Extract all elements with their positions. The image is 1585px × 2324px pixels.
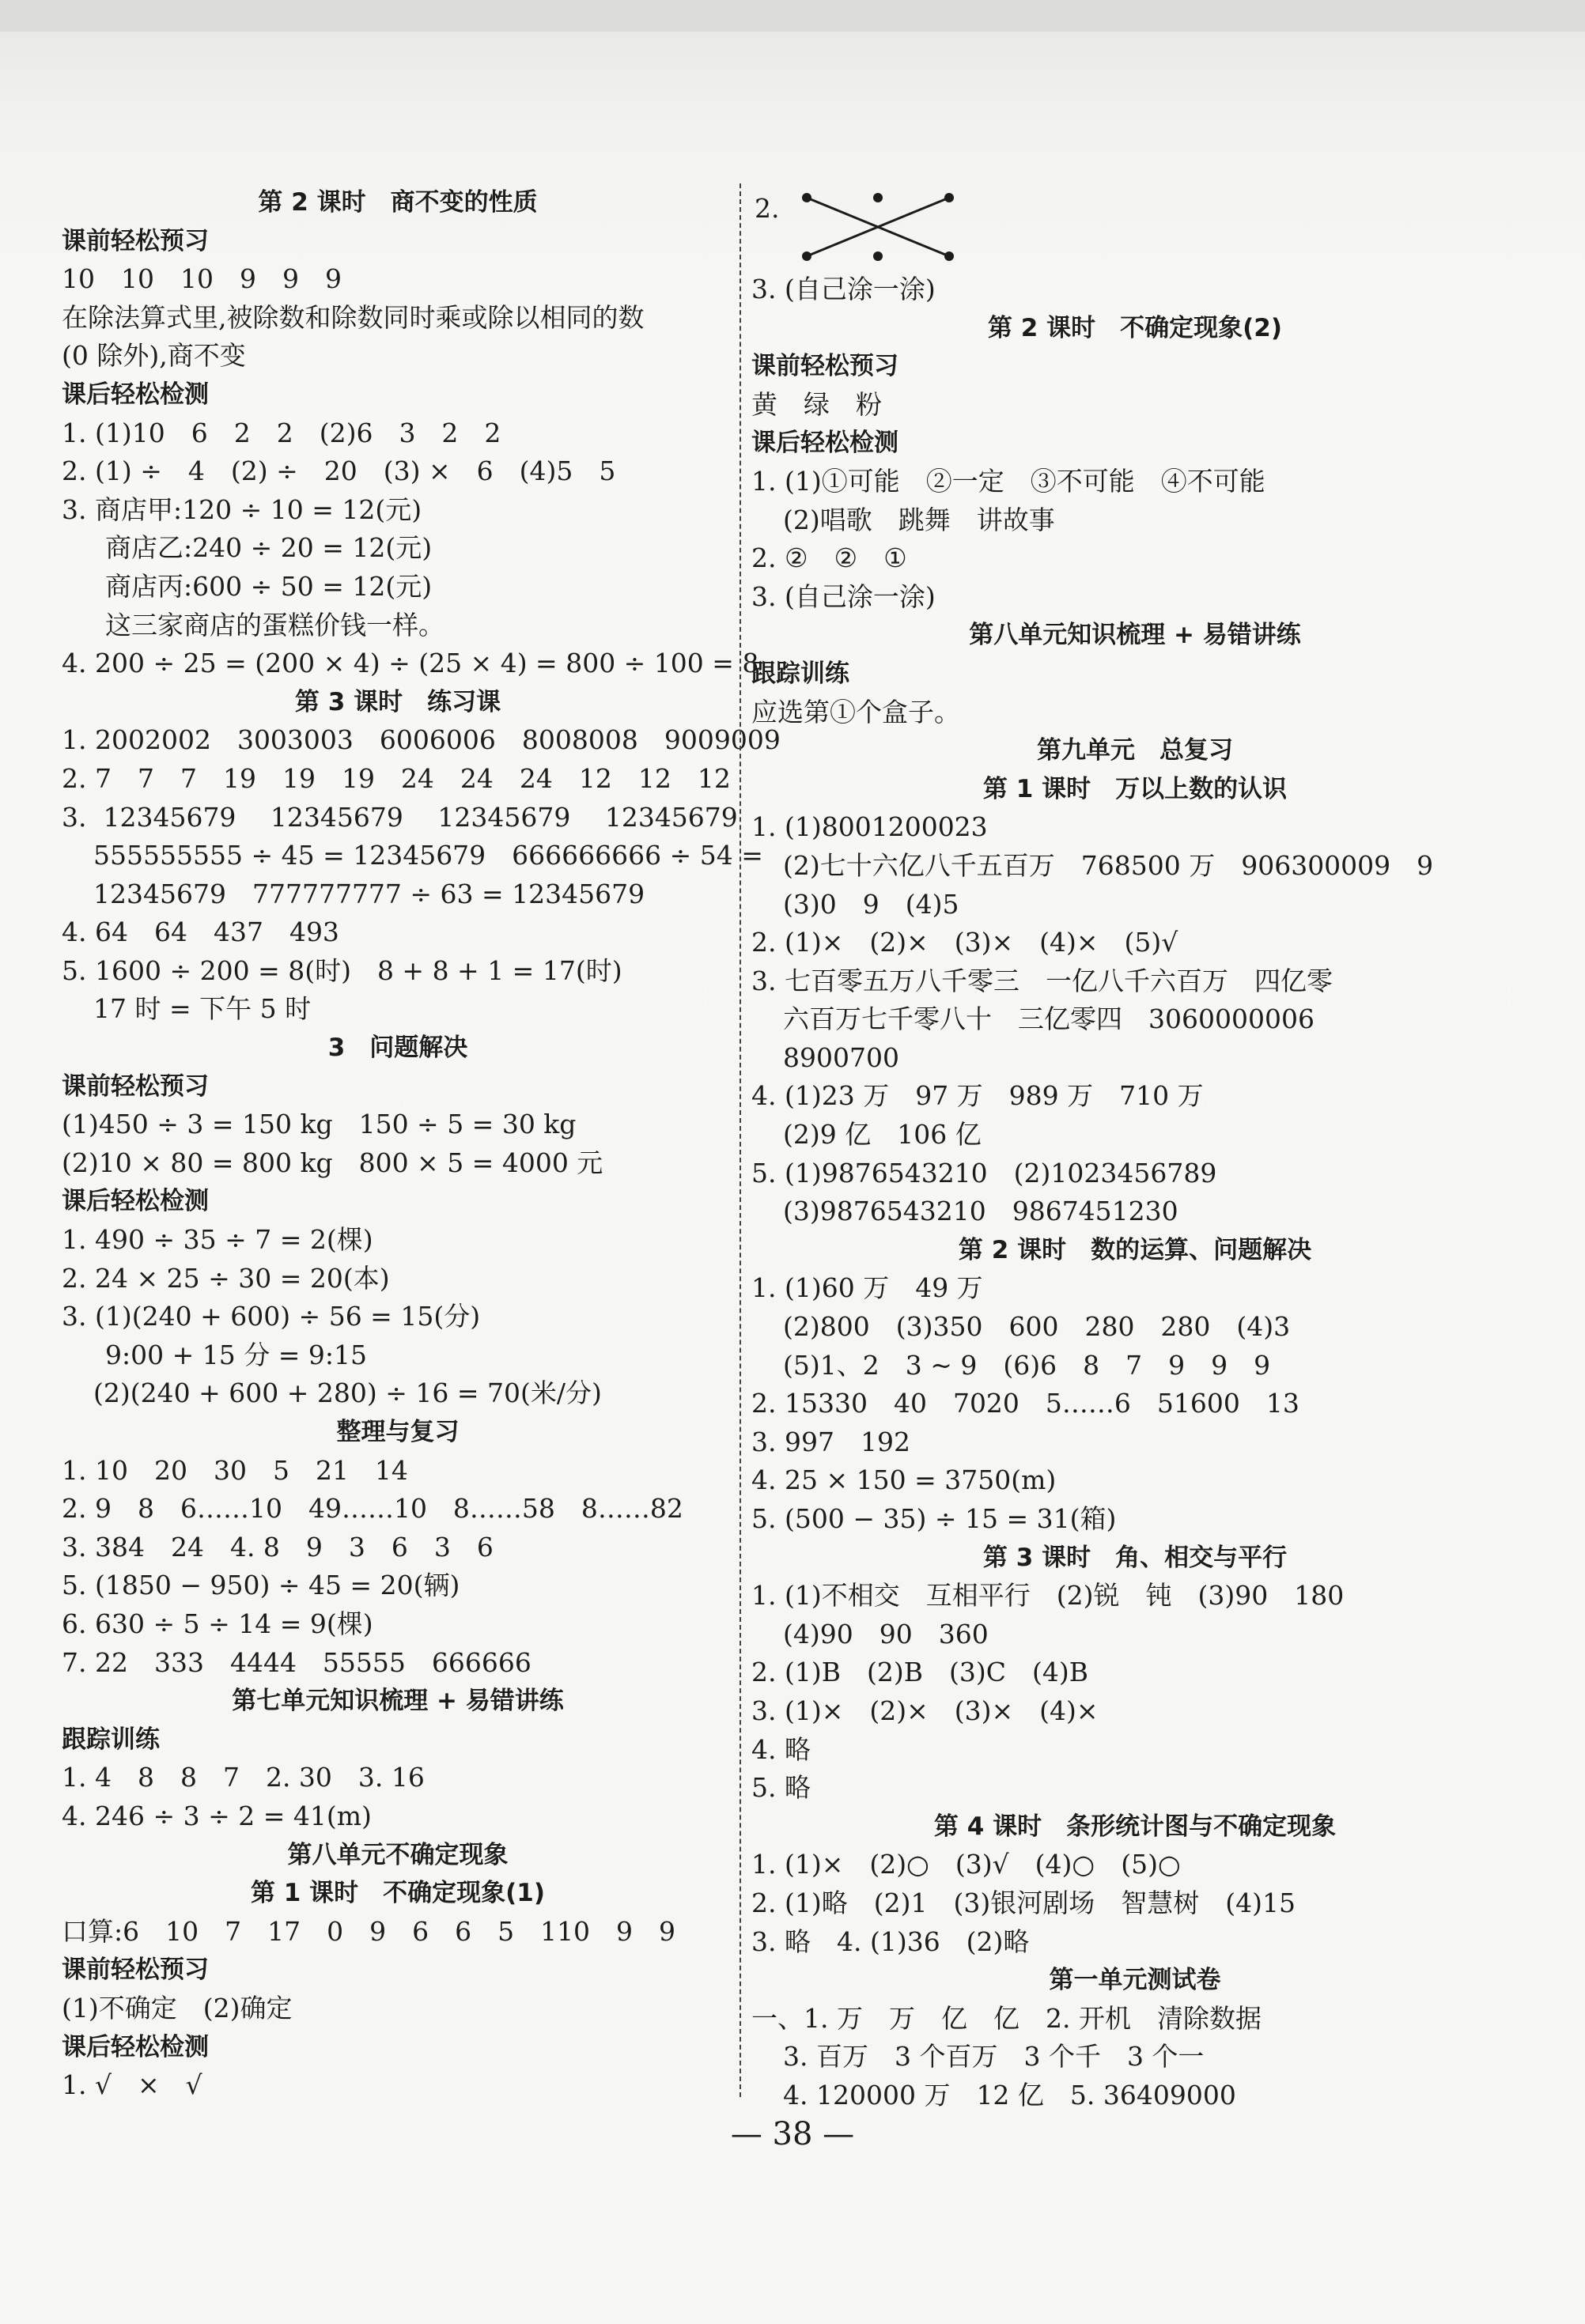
answer-line: 黄 绿 粉 [751, 388, 882, 420]
lesson-heading: 第 2 课时 商不变的性质 [258, 188, 538, 217]
answer-line: 2. (1) ÷ 4 (2) ÷ 20 (3) × 6 (4)5 5 [62, 455, 616, 487]
answer-line: (2)800 (3)350 600 280 280 (4)3 [783, 1311, 1291, 1343]
answer-line: 商店乙:240 ÷ 20 = 12(元) [105, 532, 433, 564]
answer-line: (2)七十六亿八千五百万 768500 万 906300009 9 [783, 849, 1434, 881]
answer-line: (0 除外),商不变 [62, 340, 246, 372]
answer-line: (3)0 9 (4)5 [783, 888, 959, 920]
answer-line: 3. 商店甲:120 ÷ 10 = 12(元) [62, 493, 422, 525]
answer-line: 17 时 = 下午 5 时 [93, 993, 312, 1025]
answer-line: 6. 630 ÷ 5 ÷ 14 = 9(棵) [62, 1608, 373, 1639]
lesson-heading: 第九单元 总复习 [1037, 736, 1233, 765]
answer-line: 12345679 777777777 ÷ 63 = 12345679 [93, 878, 645, 909]
dot [944, 251, 954, 261]
section-label: 课前轻松预习 [62, 226, 209, 255]
dot [873, 251, 883, 261]
answer-line: (1)450 ÷ 3 = 150 kg 150 ÷ 5 = 30 kg [62, 1109, 577, 1140]
answer-line: 555555555 ÷ 45 = 12345679 666666666 ÷ 54 = [93, 840, 763, 871]
answer-line: (1)不确定 (2)确定 [62, 1992, 293, 2024]
lesson-heading: 第 1 课时 不确定现象(1) [250, 1879, 546, 1908]
answer-line: (2)9 亿 106 亿 [783, 1119, 982, 1151]
answer-line: 4. 120000 万 12 亿 5. 36409000 [783, 2079, 1236, 2110]
matching-figure-label: 2. [755, 193, 780, 224]
cross-lines-diagram [791, 183, 981, 270]
answer-line: 4. 200 ÷ 25 = (200 × 4) ÷ (25 × 4) = 800 ÷ 100 = 8 [62, 648, 759, 679]
answer-line: 2. 24 × 25 ÷ 30 = 20(本) [62, 1262, 390, 1294]
section-label: 课后轻松检测 [751, 429, 898, 458]
lesson-heading: 第 3 课时 角、相交与平行 [982, 1543, 1288, 1572]
scan-top-band [0, 0, 1585, 32]
answer-line: 3. (1)(240 + 600) ÷ 56 = 15(分) [62, 1301, 481, 1332]
right-column [751, 183, 1519, 2115]
answer-line: 2. ② ② ① [751, 542, 907, 574]
answer-line: 2. (1)B (2)B (3)C (4)B [751, 1657, 1088, 1688]
answer-line: 应选第①个盒子。 [751, 696, 960, 727]
answer-line: 这三家商店的蛋糕价钱一样。 [105, 609, 444, 641]
answer-line: 5. (1850 − 950) ÷ 45 = 20(辆) [62, 1570, 460, 1601]
answer-line: 10 10 10 9 9 9 [62, 263, 342, 295]
answer-line: 4. 64 64 437 493 [62, 916, 339, 948]
lesson-heading: 第 1 课时 万以上数的认识 [982, 774, 1288, 803]
lesson-heading: 第一单元测试卷 [1049, 1966, 1221, 1995]
answer-line: (3)9876543210 9867451230 [783, 1196, 1178, 1227]
column-divider [740, 183, 741, 2097]
dot [802, 193, 811, 202]
lesson-heading: 第七单元知识梳理 + 易错讲练 [232, 1687, 564, 1716]
answer-line: 1. (1)× (2)○ (3)√ (4)○ (5)○ [751, 1849, 1181, 1880]
lesson-heading: 第 2 课时 不确定现象(2) [987, 313, 1283, 342]
answer-line: 2. (1)× (2)× (3)× (4)× (5)√ [751, 927, 1178, 958]
section-label: 跟踪训练 [62, 1725, 160, 1754]
answer-line: 1. √ × √ [62, 2069, 202, 2101]
lesson-heading: 第 3 课时 练习课 [294, 687, 501, 716]
section-label: 课后轻松检测 [62, 2032, 209, 2061]
answer-line: 六百万七千零八十 三亿零四 3060000006 [783, 1003, 1315, 1035]
answer-line: 1. 10 20 30 5 21 14 [62, 1454, 408, 1486]
answer-line: 5. 1600 ÷ 200 = 8(时) 8 + 8 + 1 = 17(时) [62, 954, 622, 986]
answer-line: 8900700 [783, 1041, 899, 1073]
answer-line: (5)1、2 3 ~ 9 (6)6 8 7 9 9 9 [783, 1349, 1271, 1381]
answer-line: 3. 384 24 4. 8 9 3 6 3 6 [62, 1531, 494, 1563]
section-label: 课前轻松预习 [62, 1071, 209, 1101]
answer-line: 在除法算式里,被除数和除数同时乘或除以相同的数 [62, 301, 645, 333]
answer-line: (2)10 × 80 = 800 kg 800 × 5 = 4000 元 [62, 1147, 603, 1178]
answer-line: (2)(240 + 600 + 280) ÷ 16 = 70(米/分) [93, 1377, 602, 1409]
section-label: 课前轻松预习 [751, 352, 898, 381]
right-column-lines [751, 270, 1519, 2115]
lesson-heading: 第八单元知识梳理 + 易错讲练 [969, 621, 1301, 650]
answer-line: 1. (1)8001200023 [751, 811, 988, 843]
answer-line: 3. (自己涂一涂) [751, 274, 936, 304]
answer-line: (4)90 90 360 [783, 1618, 989, 1649]
answer-line: 7. 22 333 4444 55555 666666 [62, 1646, 531, 1678]
section-label: 跟踪训练 [751, 659, 849, 688]
lesson-heading: 整理与复习 [336, 1418, 460, 1446]
answer-line: 口算:6 10 7 17 0 9 6 6 5 110 9 9 [62, 1915, 676, 1947]
answer-line: 4. 略 [751, 1733, 811, 1765]
answer-line: 3. 百万 3 个百万 3 个千 3 个一 [783, 2041, 1205, 2073]
answer-line: 1. (1)①可能 ②一定 ③不可能 ④不可能 [751, 465, 1265, 497]
lesson-heading: 第八单元不确定现象 [287, 1840, 509, 1869]
answer-line: 1. (1)10 6 2 2 (2)6 3 2 2 [62, 417, 501, 448]
answer-line: 5. 略 [751, 1772, 811, 1804]
answer-line: 3. 997 192 [751, 1426, 910, 1457]
answer-line: 3. (1)× (2)× (3)× (4)× [751, 1695, 1099, 1726]
lesson-heading: 3 问题解决 [327, 1034, 468, 1063]
answer-line: 4. 25 × 150 = 3750(m) [751, 1464, 1057, 1496]
lesson-heading: 第 2 课时 数的运算、问题解决 [958, 1235, 1312, 1264]
answer-line: 5. (1)9876543210 (2)1023456789 [751, 1157, 1217, 1188]
answer-line: 4. 246 ÷ 3 ÷ 2 = 41(m) [62, 1800, 372, 1831]
lesson-heading: 第 4 课时 条形统计图与不确定现象 [933, 1812, 1337, 1841]
answer-line: 2. 9 8 6……10 49……10 8……58 8……82 [62, 1493, 683, 1525]
answer-line: 1. (1)60 万 49 万 [751, 1272, 983, 1304]
answer-line: (2)唱歌 跳舞 讲故事 [783, 504, 1055, 535]
dot [802, 251, 811, 261]
answer-line: 3. 12345679 12345679 12345679 12345679 [62, 801, 738, 833]
answer-line: 4. (1)23 万 97 万 989 万 710 万 [751, 1080, 1204, 1112]
answer-line: 1. 2002002 3003003 6006006 8008008 9009009 [62, 724, 781, 756]
section-label: 课后轻松检测 [62, 380, 209, 409]
answer-line: 2. 15330 40 7020 5……6 51600 13 [751, 1388, 1299, 1419]
answer-line: 一、1. 万 万 亿 亿 2. 开机 清除数据 [751, 2002, 1262, 2034]
answer-line: 2. 7 7 7 19 19 19 24 24 24 12 12 12 [62, 762, 731, 794]
answer-line: 3. (自己涂一涂) [751, 580, 936, 612]
page-number: — 38 — [730, 2116, 855, 2152]
answer-line: 9:00 + 15 分 = 9:15 [105, 1339, 367, 1370]
answer-line: 3. 略 4. (1)36 (2)略 [751, 1925, 1030, 1957]
matching-figure [751, 183, 1519, 270]
section-label: 课后轻松检测 [62, 1187, 209, 1216]
answer-line: 2. (1)略 (2)1 (3)银河剧场 智慧树 (4)15 [751, 1887, 1296, 1918]
answer-line: 1. 490 ÷ 35 ÷ 7 = 2(棵) [62, 1224, 373, 1256]
answer-line: 1. 4 8 8 7 2. 30 3. 16 [62, 1762, 425, 1793]
answer-line: 3. 七百零五万八千零三 一亿八千六百万 四亿零 [751, 965, 1333, 996]
answer-line: 5. (500 − 35) ÷ 15 = 31(箱) [751, 1503, 1117, 1534]
section-label: 课前轻松预习 [62, 1956, 209, 1985]
answer-line: 商店丙:600 ÷ 50 = 12(元) [105, 570, 433, 602]
answer-line: 1. (1)不相交 互相平行 (2)锐 钝 (3)90 180 [751, 1580, 1345, 1612]
dot [944, 193, 954, 202]
